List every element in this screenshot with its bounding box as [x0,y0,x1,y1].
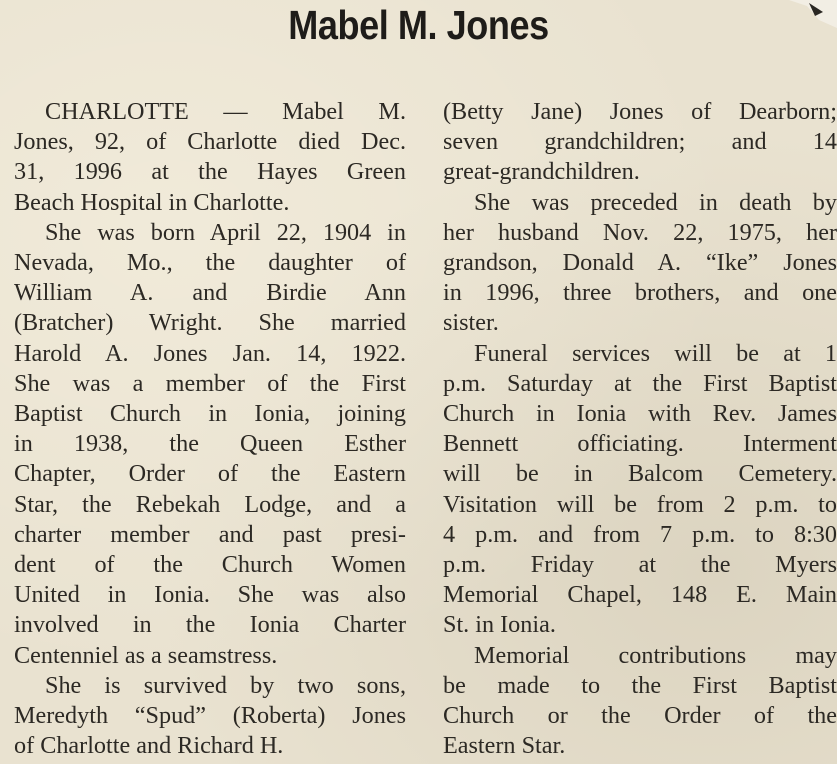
text-line: She was a member of the First [14,369,406,397]
text-line: in 1938, the Queen Esther [14,430,406,458]
text-line: 4 p.m. and from 7 p.m. to 8:30 [443,520,837,548]
text-line: Nevada, Mo., the daughter of [14,249,406,277]
text-line: Harold A. Jones Jan. 14, 1922. [14,339,406,367]
paragraph [443,641,837,762]
text-line: She was preceded in death by [474,188,837,216]
text-line: 31, 1996 at the Hayes Green [14,158,406,186]
text-line: grandson, Donald A. “Ike” Jones [443,249,837,277]
text-line: charter member and past presi- [14,520,406,548]
text-line: in 1996, three brothers, and one [443,279,837,307]
text-line: She is survived by two sons, [45,671,406,699]
obituary-headline: Mabel M. Jones [288,2,549,48]
text-line: Centenniel as a seamstress. [14,641,278,669]
text-line: involved in the Ionia Charter [14,611,406,639]
text-line: Funeral services will be at 1 [474,339,837,367]
text-line: CHARLOTTE — Mabel M. [45,98,406,125]
text-line: will be in Balcom Cemetery. [443,460,837,488]
text-line: p.m. Friday at the Myers [443,551,837,579]
text-line: Church or the Order of the [443,702,837,730]
torn-corner-mark [789,0,837,28]
text-line: Beach Hospital in Charlotte. [14,188,290,216]
text-line: her husband Nov. 22, 1975, her [443,218,837,246]
text-line: United in Ionia. She was also [14,581,406,609]
paragraph [443,339,837,641]
paragraph [443,188,837,339]
paragraph [14,97,406,218]
text-line: Church in Ionia with Rev. James [443,400,837,428]
text-line: of Charlotte and Richard H. [14,732,284,760]
left-text-column [14,97,406,761]
text-line: Meredyth “Spud” (Roberta) Jones [14,702,406,730]
text-line: be made to the First Baptist [443,671,837,699]
text-line: Baptist Church in Ionia, joining [14,400,406,428]
right-text-column [443,97,837,761]
text-line: Bennett officiating. Interment [443,430,837,458]
text-line: Memorial contributions may [474,641,837,669]
text-line: She was born April 22, 1904 in [45,218,406,246]
text-line: Star, the Rebekah Lodge, and a [14,490,406,518]
paragraph [443,97,837,188]
text-line: (Bratcher) Wright. She married [14,309,406,337]
text-line: Visitation will be from 2 p.m. to [443,490,837,518]
text-line: Chapter, Order of the Eastern [14,460,406,488]
text-line: great-grandchildren. [443,158,640,186]
paragraph [14,218,406,671]
text-line: Eastern Star. [443,732,566,760]
text-line: St. in Ionia. [443,611,556,639]
text-line: Jones, 92, of Charlotte died Dec. [14,128,406,156]
text-line: dent of the Church Women [14,551,406,579]
text-line: sister. [443,309,499,337]
text-line: (Betty Jane) Jones of Dearborn; [443,98,837,125]
text-line: Memorial Chapel, 148 E. Main [443,581,837,609]
text-line: William A. and Birdie Ann [14,279,406,307]
text-line: seven grandchildren; and 14 [443,128,837,156]
paragraph [14,671,406,762]
text-line: p.m. Saturday at the First Baptist [443,369,837,397]
